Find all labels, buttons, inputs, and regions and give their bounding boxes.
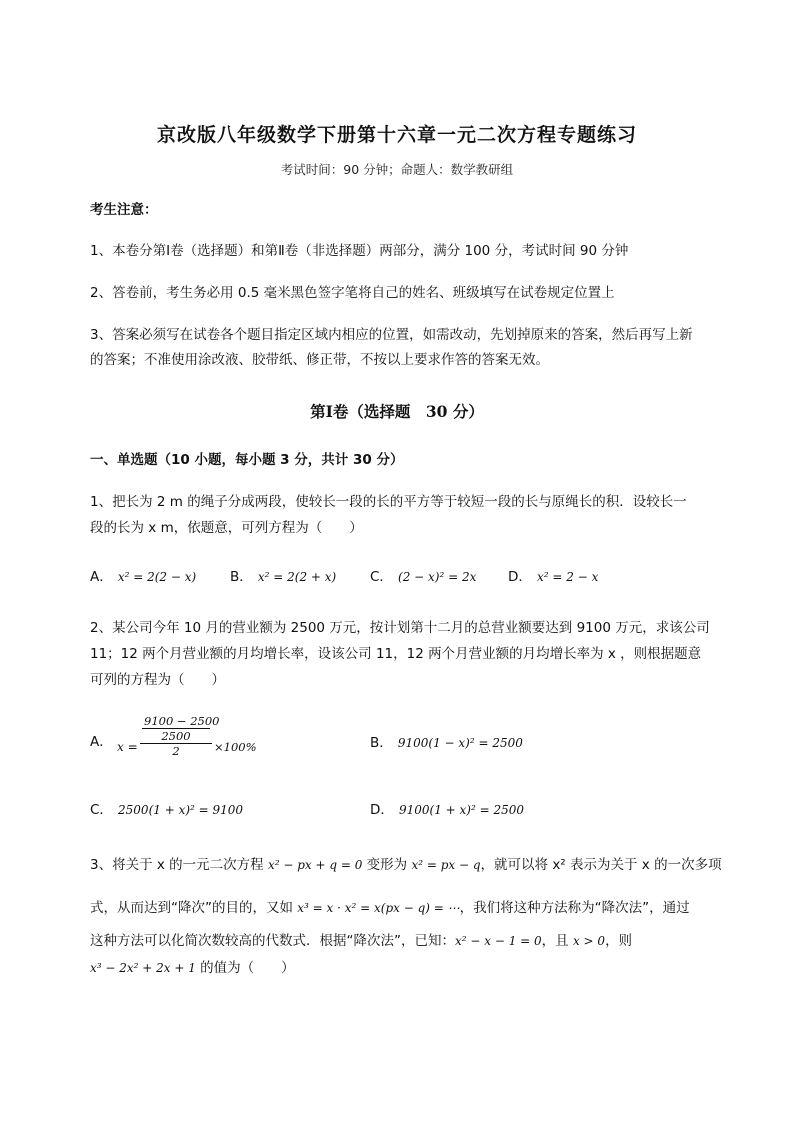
q3-stem-line-3: [90, 931, 632, 951]
notice-item-2: 2、答卷前，考生务必用 0.5 毫米黑色签字笔将自己的姓名、班级填写在试卷规定位置上: [90, 285, 615, 301]
q1-option-b[interactable]: [230, 566, 336, 587]
q2-stem-line-3: 可列的方程为（ ）: [90, 672, 225, 688]
math-expr: x² = px − q: [411, 858, 481, 872]
text-run: ，则: [605, 933, 633, 949]
q2-stem-line-2: 11；12 两个月营业额的月均增长率，设该公司 11，12 两个月营业额的月均增长率为 x ，则根据题意: [90, 646, 702, 662]
q3-stem-line-4: [90, 958, 295, 978]
text-run: 这种方法可以化简次数较高的代数式．根据“降次法”，已知：: [90, 933, 455, 949]
fraction-inner-numerator: 9100 − 2500: [144, 714, 220, 728]
option-expr: x² = 2 − x: [537, 570, 599, 584]
math-expr: x³ − 2x² + 2x + 1: [90, 961, 196, 975]
section-title: 第Ⅰ卷（选择题 30 分）: [310, 402, 484, 421]
q1-option-c[interactable]: [370, 566, 476, 587]
q3-stem-line-1: [90, 855, 722, 875]
option-expr: (2 − x)² = 2x: [398, 570, 477, 584]
option-expr: x² = 2(2 − x): [117, 570, 197, 584]
text-run: ，就可以将 x² 表示为关于 x 的一次多项: [480, 857, 722, 873]
q1-stem-line-2: 段的长为 x m，依题意，可列方程为（ ）: [90, 520, 363, 536]
math-expr: x³ = x · x² = x(px − q) = ⋯: [297, 901, 460, 915]
math-expr: x² − x − 1 = 0: [455, 934, 542, 948]
notice-item-3-line-2: 的答案；不准使用涂改液、胶带纸、修正带，不按以上要求作答的答案无效。: [90, 352, 549, 368]
text-run: 式，从而达到“降次”的目的，又如: [90, 900, 298, 916]
text-run: 变形为: [362, 857, 412, 873]
q1-stem-line-1: 1、把长为 2 m 的绳子分成两段，使较长一段的长的平方等于较短一段的长与原绳长的积．设较长一: [90, 494, 687, 510]
q1-option-d[interactable]: [508, 566, 598, 587]
text-run: 3、将关于 x 的一元二次方程: [90, 857, 268, 873]
q1-option-a[interactable]: [90, 566, 196, 587]
option-label: B．: [370, 735, 393, 751]
option-label: A．: [90, 734, 113, 750]
q3-stem-line-2: [90, 898, 690, 918]
text-run: 的值为（ ）: [195, 960, 295, 976]
notice-item-1: 1、本卷分第Ⅰ卷（选择题）和第Ⅱ卷（非选择题）两部分，满分 100 分，考试时间 90 分钟: [90, 243, 629, 259]
q2-stem-line-1: 2、某公司今年 10 月的营业额为 2500 万元，按计划第十二月的总营业额要达到 9100 万元，求该公司: [90, 620, 710, 636]
q2-option-d[interactable]: [370, 799, 524, 820]
option-label: C．: [370, 569, 393, 585]
notice-item-3-line-1: 3、答案必须写在试卷各个题目指定区域内相应的位置，如需改动，先划掉原来的答案，然后再写上新: [90, 327, 693, 343]
math-expr: x > 0: [572, 934, 606, 948]
option-label: D．: [508, 569, 532, 585]
option-label: A．: [90, 569, 113, 585]
text-run: ，我们将这种方法称为“降次法”，通过: [459, 900, 690, 916]
option-expr: 2500(1 + x)² = 9100: [118, 803, 244, 817]
option-x: x =: [117, 740, 138, 754]
fraction-denominator: 2: [172, 744, 180, 758]
fraction-inner-denominator: 2500: [161, 729, 191, 743]
option-tail: ×100%: [214, 740, 257, 754]
part-heading: 一、单选题（10 小题，每小题 3 分，共计 30 分）: [90, 452, 404, 468]
option-expr: 9100(1 + x)² = 2500: [399, 803, 525, 817]
complex-fraction: [140, 714, 220, 758]
notice-heading: 考生注意：: [90, 202, 158, 218]
option-expr: 9100(1 − x)² = 2500: [397, 736, 523, 750]
text-run: ，且: [541, 933, 573, 949]
option-expr: x² = 2(2 + x): [257, 570, 337, 584]
option-label: C．: [90, 802, 113, 818]
option-label: D．: [370, 802, 394, 818]
math-expr: x² − px + q = 0: [267, 858, 363, 872]
page-title: 京改版八年级数学下册第十六章一元二次方程专题练习: [156, 124, 637, 146]
option-label: B．: [230, 569, 253, 585]
q2-option-b[interactable]: [370, 732, 523, 753]
q2-option-c[interactable]: [90, 799, 243, 820]
exam-info: 考试时间：90 分钟；命题人：数学教研组: [280, 162, 514, 177]
